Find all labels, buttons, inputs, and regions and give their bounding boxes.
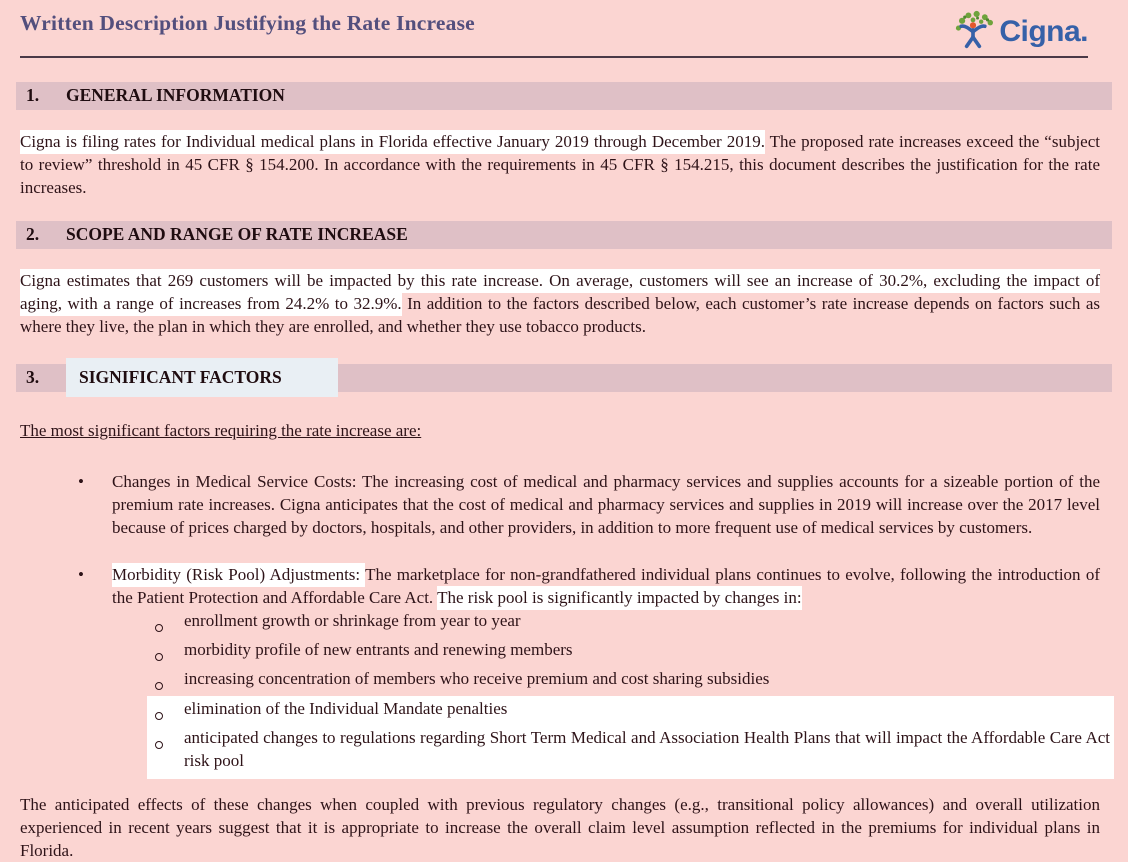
title-rule — [20, 56, 1088, 58]
highlighted-text-segment: The risk pool is significantly impacted by changes in: — [437, 586, 801, 610]
circle-bullet-icon — [155, 726, 184, 772]
text-segment: In addition to the factors described below, each customer’s rate increase depends on factors such as where they live, the plan in which they are enrolled, and whether they use tobacco products. — [20, 294, 1100, 336]
factors-intro: The most significant factors requiring the rate increase are: — [20, 421, 422, 440]
section-heading: SCOPE AND RANGE OF RATE INCREASE — [66, 224, 408, 244]
highlighted-text-segment: Cigna estimates that 269 customers will be impacted by this rate increase. On average, customers will see an increase of 30.2%, excluding the impact of aging, with a range of increases from 24.2% to 32.9%. — [20, 269, 1100, 316]
sub-bullet-text: enrollment growth or shrinkage from year to year — [184, 611, 521, 630]
paragraph-general-information — [20, 130, 1100, 199]
closing-paragraph: The anticipated effects of these changes when coupled with previous regulatory changes (e.g., transitional policy allowances) and overall utilization experienced in recent years suggest that it is appropriate to increase the overall claim level assumption reflected in the premiums for individual plans in Florida. — [20, 795, 1100, 860]
bullet-text — [112, 563, 1110, 779]
section-bar-general-information — [16, 82, 1112, 110]
highlighted-sub-bullet-group — [147, 696, 1114, 779]
section-bar-significant-factors — [16, 364, 1112, 392]
text-segment: The proposed rate increases exceed the “subject to review” threshold in 45 CFR § 154.200. In accordance with the requirements in 45 CFR § 154.215, this document describes the justification for the rate increases. — [20, 132, 1100, 197]
sub-bullet-item — [155, 638, 1100, 667]
text-segment: Changes in Medical Service Costs: The increasing cost of medical and pharmacy services and supplies accounts for a sizeable portion of the premium rate increases. Cigna anticipates that the cost of medical and pharmacy services and supplies in 2019 will increase over the 2017 level because of prices charged by doctors, hospitals, and other providers, in addition to more frequent use of medical services by customers. — [112, 472, 1100, 537]
sub-bullet-text: increasing concentration of members who receive premium and cost sharing subsidies — [184, 669, 770, 688]
sub-bullet-item — [155, 726, 1110, 772]
paragraph-scope-and-range — [20, 269, 1100, 338]
circle-bullet-icon — [155, 609, 184, 638]
circle-bullet-icon — [155, 697, 184, 726]
sub-bullet-text: morbidity profile of new entrants and renewing members — [184, 640, 573, 659]
disc-bullet-icon: • — [78, 472, 84, 491]
cigna-tree-of-life-icon — [951, 9, 995, 55]
section-number: 2. — [26, 224, 40, 244]
bullet-text — [112, 470, 1100, 539]
section-bar-scope-and-range — [16, 221, 1112, 249]
document-header — [20, 0, 1100, 55]
section-number: 1. — [26, 85, 40, 105]
circle-bullet-icon — [155, 638, 184, 667]
sub-bullet-text: anticipated changes to regulations regarding Short Term Medical and Association Health Plans that will impact the Affordable Care Act risk pool — [184, 728, 1110, 770]
section-heading: SIGNIFICANT FACTORS — [66, 358, 338, 397]
disc-bullet-icon: • — [78, 565, 84, 584]
brand-name: Cigna. — [999, 15, 1088, 48]
sub-bullet-text: elimination of the Individual Mandate penalties — [184, 699, 508, 718]
text-segment: The marketplace for non-grandfathered individual plans continues to evolve, following the introduction of the Patient Protection and Affordable Care Act. — [112, 565, 1100, 607]
brand-logo — [951, 9, 1088, 55]
page-title: Written Description Justifying the Rate Increase — [20, 11, 475, 35]
sub-bullet-list — [112, 609, 1110, 779]
sub-bullet-item — [155, 667, 1100, 696]
sub-bullet-item — [155, 609, 1100, 638]
section-number: 3. — [26, 367, 40, 387]
highlighted-text-segment: Morbidity (Risk Pool) Adjustments: — [112, 563, 365, 587]
circle-bullet-icon — [155, 667, 184, 696]
bullet-item-medical-service-costs — [78, 470, 1100, 539]
section-heading: GENERAL INFORMATION — [66, 85, 285, 105]
sub-bullet-item — [155, 697, 1110, 726]
bullet-item-morbidity-adjustments — [78, 563, 1110, 779]
highlighted-text-segment: Cigna is filing rates for Individual medical plans in Florida effective January 2019 through December 2019. — [20, 130, 765, 154]
